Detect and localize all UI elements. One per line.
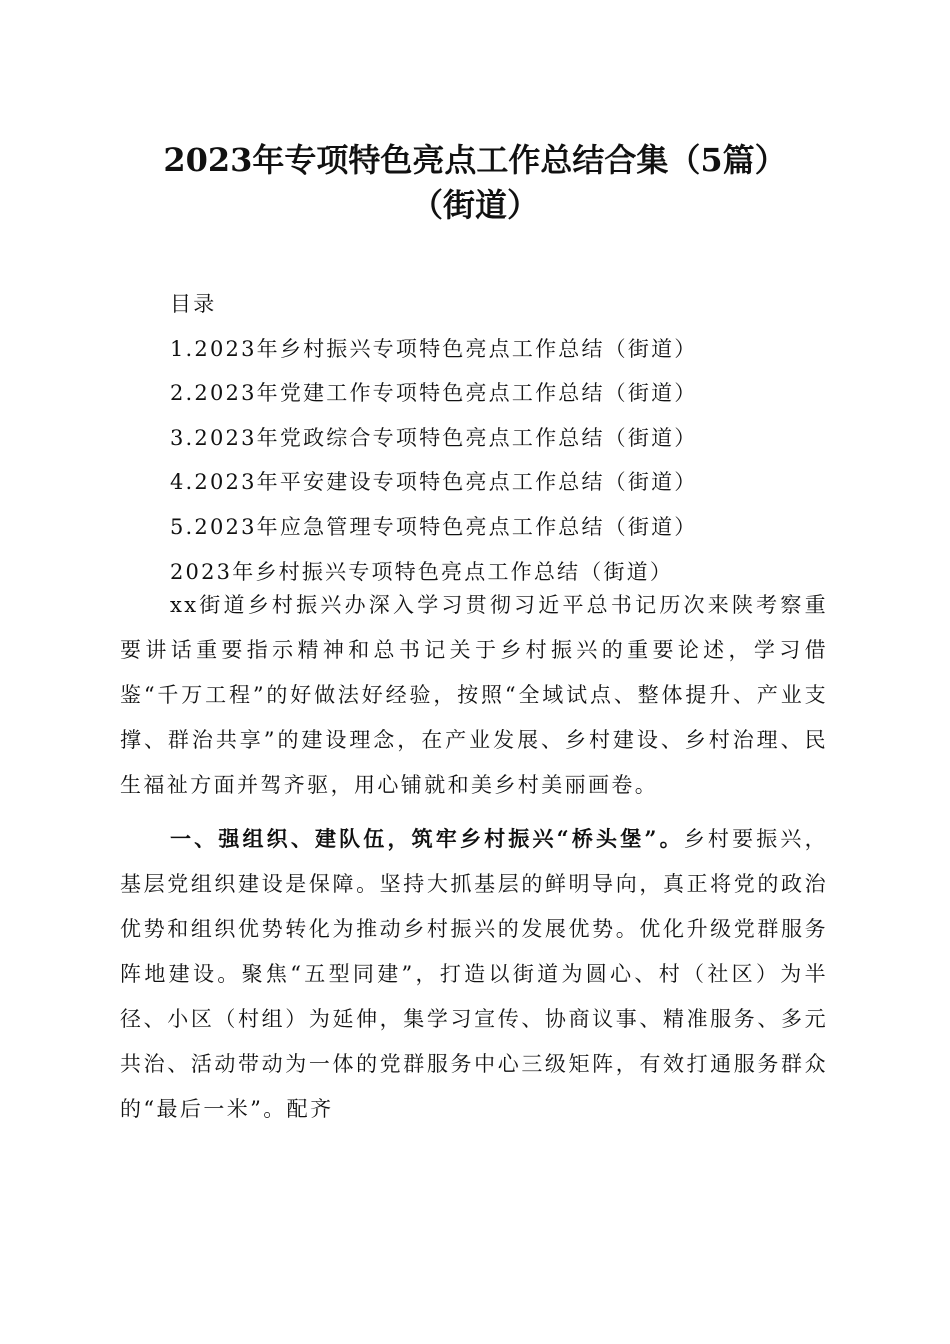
toc-item: 3.2023年党政综合专项特色亮点工作总结（街道） [170, 425, 698, 450]
document-body [120, 583, 828, 1132]
document-title-line-2: （街道） [410, 186, 539, 224]
toc-item: 1.2023年乡村振兴专项特色亮点工作总结（街道） [170, 336, 698, 361]
toc-heading: 目录 [170, 292, 217, 316]
toc-item: 2.2023年党建工作专项特色亮点工作总结（街道） [170, 381, 698, 406]
document-title-line-1: 2023年专项特色亮点工作总结合集（5篇） [163, 141, 787, 179]
toc-item: 4.2023年平安建设专项特色亮点工作总结（街道） [170, 470, 698, 495]
paragraph-organization [120, 816, 828, 1132]
paragraph-text: 乡村要振兴，基层党组织建设是保障。坚持大抓基层的鲜明导向，真正将党的政治优势和组织优势转化为推动乡村振兴的发展优势。优化升级党群服务阵地建设。聚焦“五型同建”，打造以街道为圆心、村（社区）为半径、小区（村组）为延伸，集学习宣传、协商议事、精准服务、多元共治、活动带动为一体的党群服务中心三级矩阵，有效打通服务群众的“最后一米”。配齐 [120, 827, 828, 1121]
toc-item: 5.2023年应急管理专项特色亮点工作总结（街道） [170, 514, 698, 539]
section-title: 2023年乡村振兴专项特色亮点工作总结（街道） [170, 559, 674, 584]
paragraph-intro: xx街道乡村振兴办深入学习贯彻习近平总书记历次来陕考察重要讲话重要指示精神和总书记关于乡村振兴的重要论述，学习借鉴“千万工程”的好做法好经验，按照“全域试点、整体提升、产业支撑、群治共享”的建设理念，在产业发展、乡村建设、乡村治理、民生福祉方面并驾齐驱，用心铺就和美乡村美丽画卷。 [120, 593, 828, 797]
table-of-contents [170, 282, 870, 594]
paragraph-heading: 一、强组织、建队伍，筑牢乡村振兴“桥头堡”。 [170, 826, 684, 851]
